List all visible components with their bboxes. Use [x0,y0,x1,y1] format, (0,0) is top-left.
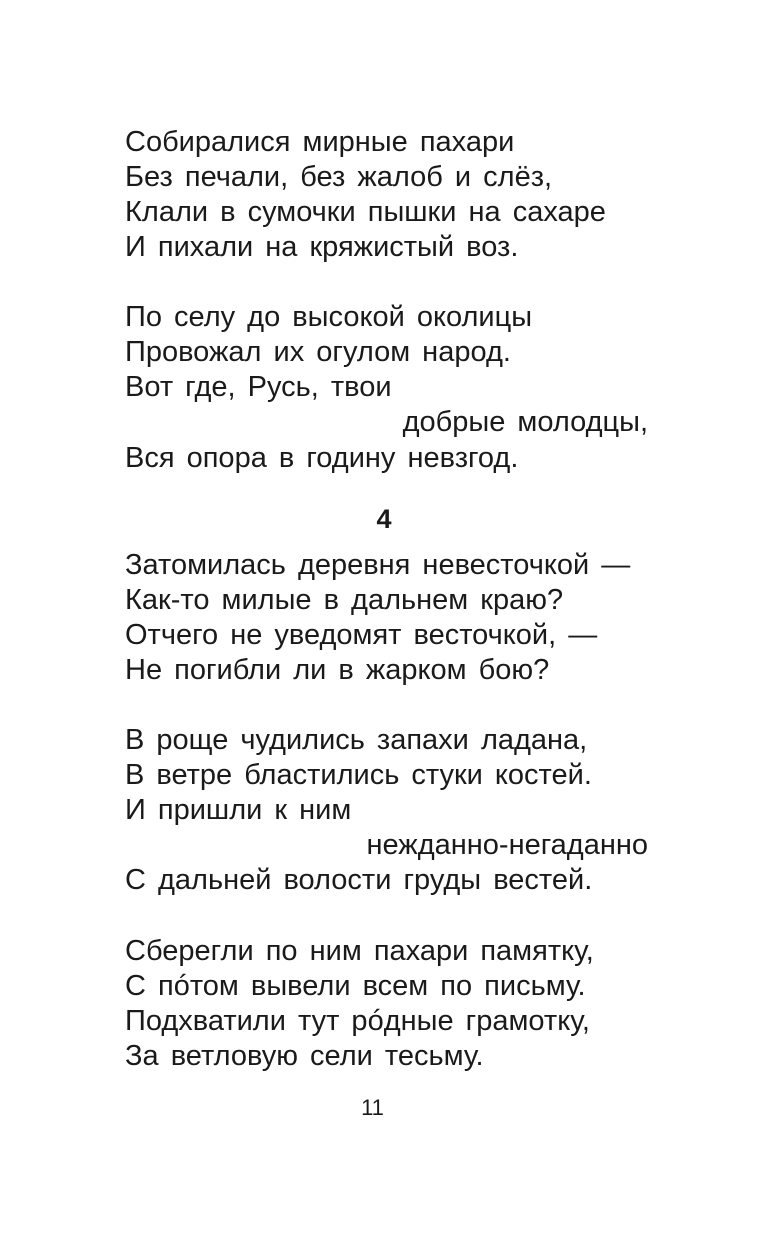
poem-line-continuation: нежданно-негаданно [366,829,648,861]
poem-line: Не погибли ли в жарком бою? [125,654,550,686]
poem-line: С пóтом вывели всем по письму. [125,970,586,1002]
poem-line: Затомилась деревня невесточкой — [125,549,631,581]
poem-line: Клали в сумочки пышки на сахаре [125,196,606,228]
page-number: 11 [361,1095,384,1120]
poem-line-continuation: добрые молодцы, [402,406,648,438]
poem-line: Вот где, Русь, твои [125,371,392,403]
poem-line: Провожал их огулом народ. [125,336,511,368]
section-number: 4 [376,504,392,534]
poem-line: В роще чудились запахи ладана, [125,724,588,756]
poem-line: И пихали на кряжистый воз. [125,231,519,263]
poem-line: С дальней волости груды вестей. [125,864,593,896]
poem-line: Отчего не уведомят весточкой, — [125,619,598,651]
poem-line: Без печали, без жалоб и слёз, [125,161,553,193]
poem-line: За ветловую сели тесьму. [125,1040,484,1072]
poem-line: И пришли к ним [125,794,352,826]
poem-line: По селу до высокой околицы [125,301,533,333]
poem-line: Вся опора в годину невзгод. [125,442,519,474]
poem-line: Подхватили тут рóдные грамотку, [125,1005,590,1037]
poem-line: Собиралися мирные пахари [125,126,515,158]
poem-line: Сберегли по ним пахари памятку, [125,935,594,967]
poem-line: В ветре бластились стуки костей. [125,759,592,791]
poem-line: Как-то милые в дальнем краю? [125,584,564,616]
